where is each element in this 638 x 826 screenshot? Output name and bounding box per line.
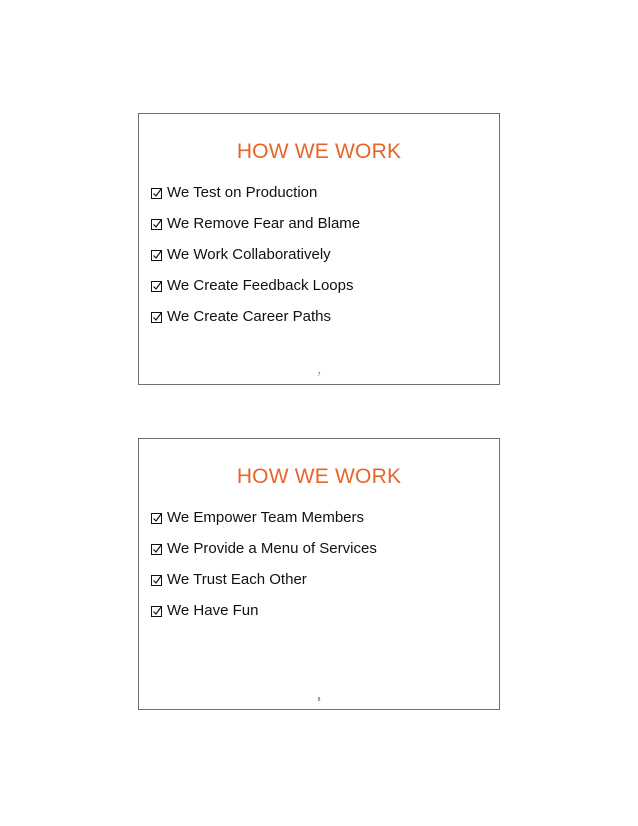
checkbox-checked-icon	[150, 217, 164, 231]
bullet-text: We Work Collaboratively	[167, 246, 331, 263]
bullet-text: We Test on Production	[167, 184, 318, 201]
bullet-list	[150, 502, 377, 626]
bullet-list	[150, 177, 360, 332]
bullet-text: We Empower Team Members	[167, 509, 365, 526]
checkbox-checked-icon	[150, 310, 164, 324]
slide-7	[138, 113, 500, 385]
slide-8	[138, 438, 500, 710]
checkbox-checked-icon	[150, 279, 164, 293]
list-item	[150, 208, 360, 239]
checkbox-checked-icon	[150, 511, 164, 525]
list-item	[150, 564, 377, 595]
bullet-text: We Have Fun	[167, 602, 259, 619]
slide-title: HOW WE WORK	[236, 465, 402, 488]
checkbox-checked-icon	[150, 186, 164, 200]
bullet-text: We Remove Fear and Blame	[167, 215, 361, 232]
checkbox-checked-icon	[150, 604, 164, 618]
list-item	[150, 270, 360, 301]
list-item	[150, 595, 377, 626]
checkbox-checked-icon	[150, 248, 164, 262]
list-item	[150, 533, 377, 564]
page-number: 7	[317, 372, 321, 378]
checkbox-checked-icon	[150, 573, 164, 587]
bullet-text: We Create Feedback Loops	[167, 277, 354, 294]
list-item	[150, 301, 360, 332]
checkbox-checked-icon	[150, 542, 164, 556]
list-item	[150, 502, 377, 533]
list-item	[150, 239, 360, 270]
bullet-text: We Trust Each Other	[167, 571, 307, 588]
bullet-text: We Provide a Menu of Services	[167, 540, 377, 557]
bullet-text: We Create Career Paths	[167, 308, 331, 325]
list-item	[150, 177, 360, 208]
page-number: 8	[317, 697, 321, 703]
slide-title: HOW WE WORK	[236, 140, 402, 163]
